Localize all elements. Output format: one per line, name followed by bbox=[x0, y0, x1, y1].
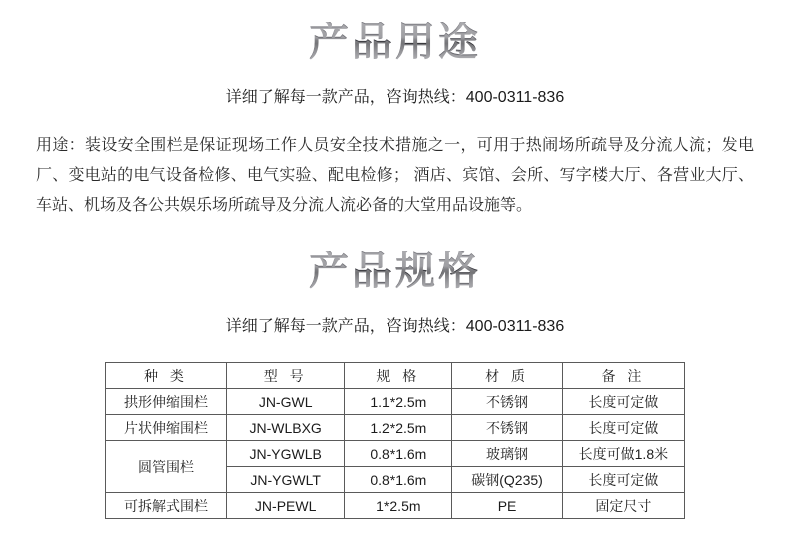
cell-model: JN-YGWLB bbox=[226, 441, 344, 467]
table-row bbox=[106, 415, 685, 441]
cell-material: 碳钢(Q235) bbox=[452, 467, 562, 493]
spec-section-subtitle: 详细了解每一款产品，咨询热线：400-0311-836 bbox=[225, 318, 565, 335]
cell-size: 1*2.5m bbox=[345, 493, 452, 519]
usage-section-title: 产品用途 bbox=[0, 22, 790, 62]
table-header-cell-remark: 备 注 bbox=[562, 363, 684, 389]
usage-section bbox=[0, 0, 790, 221]
cell-model: JN-PEWL bbox=[226, 493, 344, 519]
spec-table bbox=[105, 362, 685, 519]
table-row bbox=[106, 441, 685, 467]
spec-table-wrap bbox=[0, 362, 790, 519]
table-header-cell-material: 材 质 bbox=[452, 363, 562, 389]
cell-type: 片状伸缩围栏 bbox=[106, 415, 227, 441]
cell-size: 1.2*2.5m bbox=[345, 415, 452, 441]
cell-type: 拱形伸缩围栏 bbox=[106, 389, 227, 415]
table-header-cell-model: 型 号 bbox=[226, 363, 344, 389]
cell-remark: 固定尺寸 bbox=[562, 493, 684, 519]
spec-section bbox=[0, 221, 790, 519]
cell-model: JN-WLBXG bbox=[226, 415, 344, 441]
cell-size: 0.8*1.6m bbox=[345, 467, 452, 493]
cell-material: 不锈钢 bbox=[452, 415, 562, 441]
cell-material: PE bbox=[452, 493, 562, 519]
cell-model: JN-YGWLT bbox=[226, 467, 344, 493]
cell-model: JN-GWL bbox=[226, 389, 344, 415]
spec-section-title: 产品规格 bbox=[0, 251, 790, 291]
cell-type: 可拆解式围栏 bbox=[106, 493, 227, 519]
table-header-cell-size: 规 格 bbox=[345, 363, 452, 389]
table-header-cell-type: 种 类 bbox=[106, 363, 227, 389]
table-row bbox=[106, 389, 685, 415]
cell-remark: 长度可定做 bbox=[562, 415, 684, 441]
cell-type-merged: 圆管围栏 bbox=[106, 441, 227, 493]
cell-material: 不锈钢 bbox=[452, 389, 562, 415]
cell-size: 1.1*2.5m bbox=[345, 389, 452, 415]
table-row bbox=[106, 493, 685, 519]
cell-remark: 长度可做1.8米 bbox=[562, 441, 684, 467]
usage-paragraph: 用途：装设安全围栏是保证现场工作人员安全技术措施之一，可用于热闹场所疏导及分流人流；发电厂、变电站的电气设备检修、电气实验、配电检修； 酒店、宾馆、会所、写字楼大厅、各营业大厅、车站、机场及各公共娱乐场所疏导及分流人流必备的大堂用品设施等。 bbox=[36, 137, 754, 214]
cell-material: 玻璃钢 bbox=[452, 441, 562, 467]
cell-remark: 长度可定做 bbox=[562, 467, 684, 493]
cell-size: 0.8*1.6m bbox=[345, 441, 452, 467]
usage-section-subtitle: 详细了解每一款产品，咨询热线：400-0311-836 bbox=[225, 89, 565, 106]
table-header-row bbox=[106, 363, 685, 389]
cell-remark: 长度可定做 bbox=[562, 389, 684, 415]
